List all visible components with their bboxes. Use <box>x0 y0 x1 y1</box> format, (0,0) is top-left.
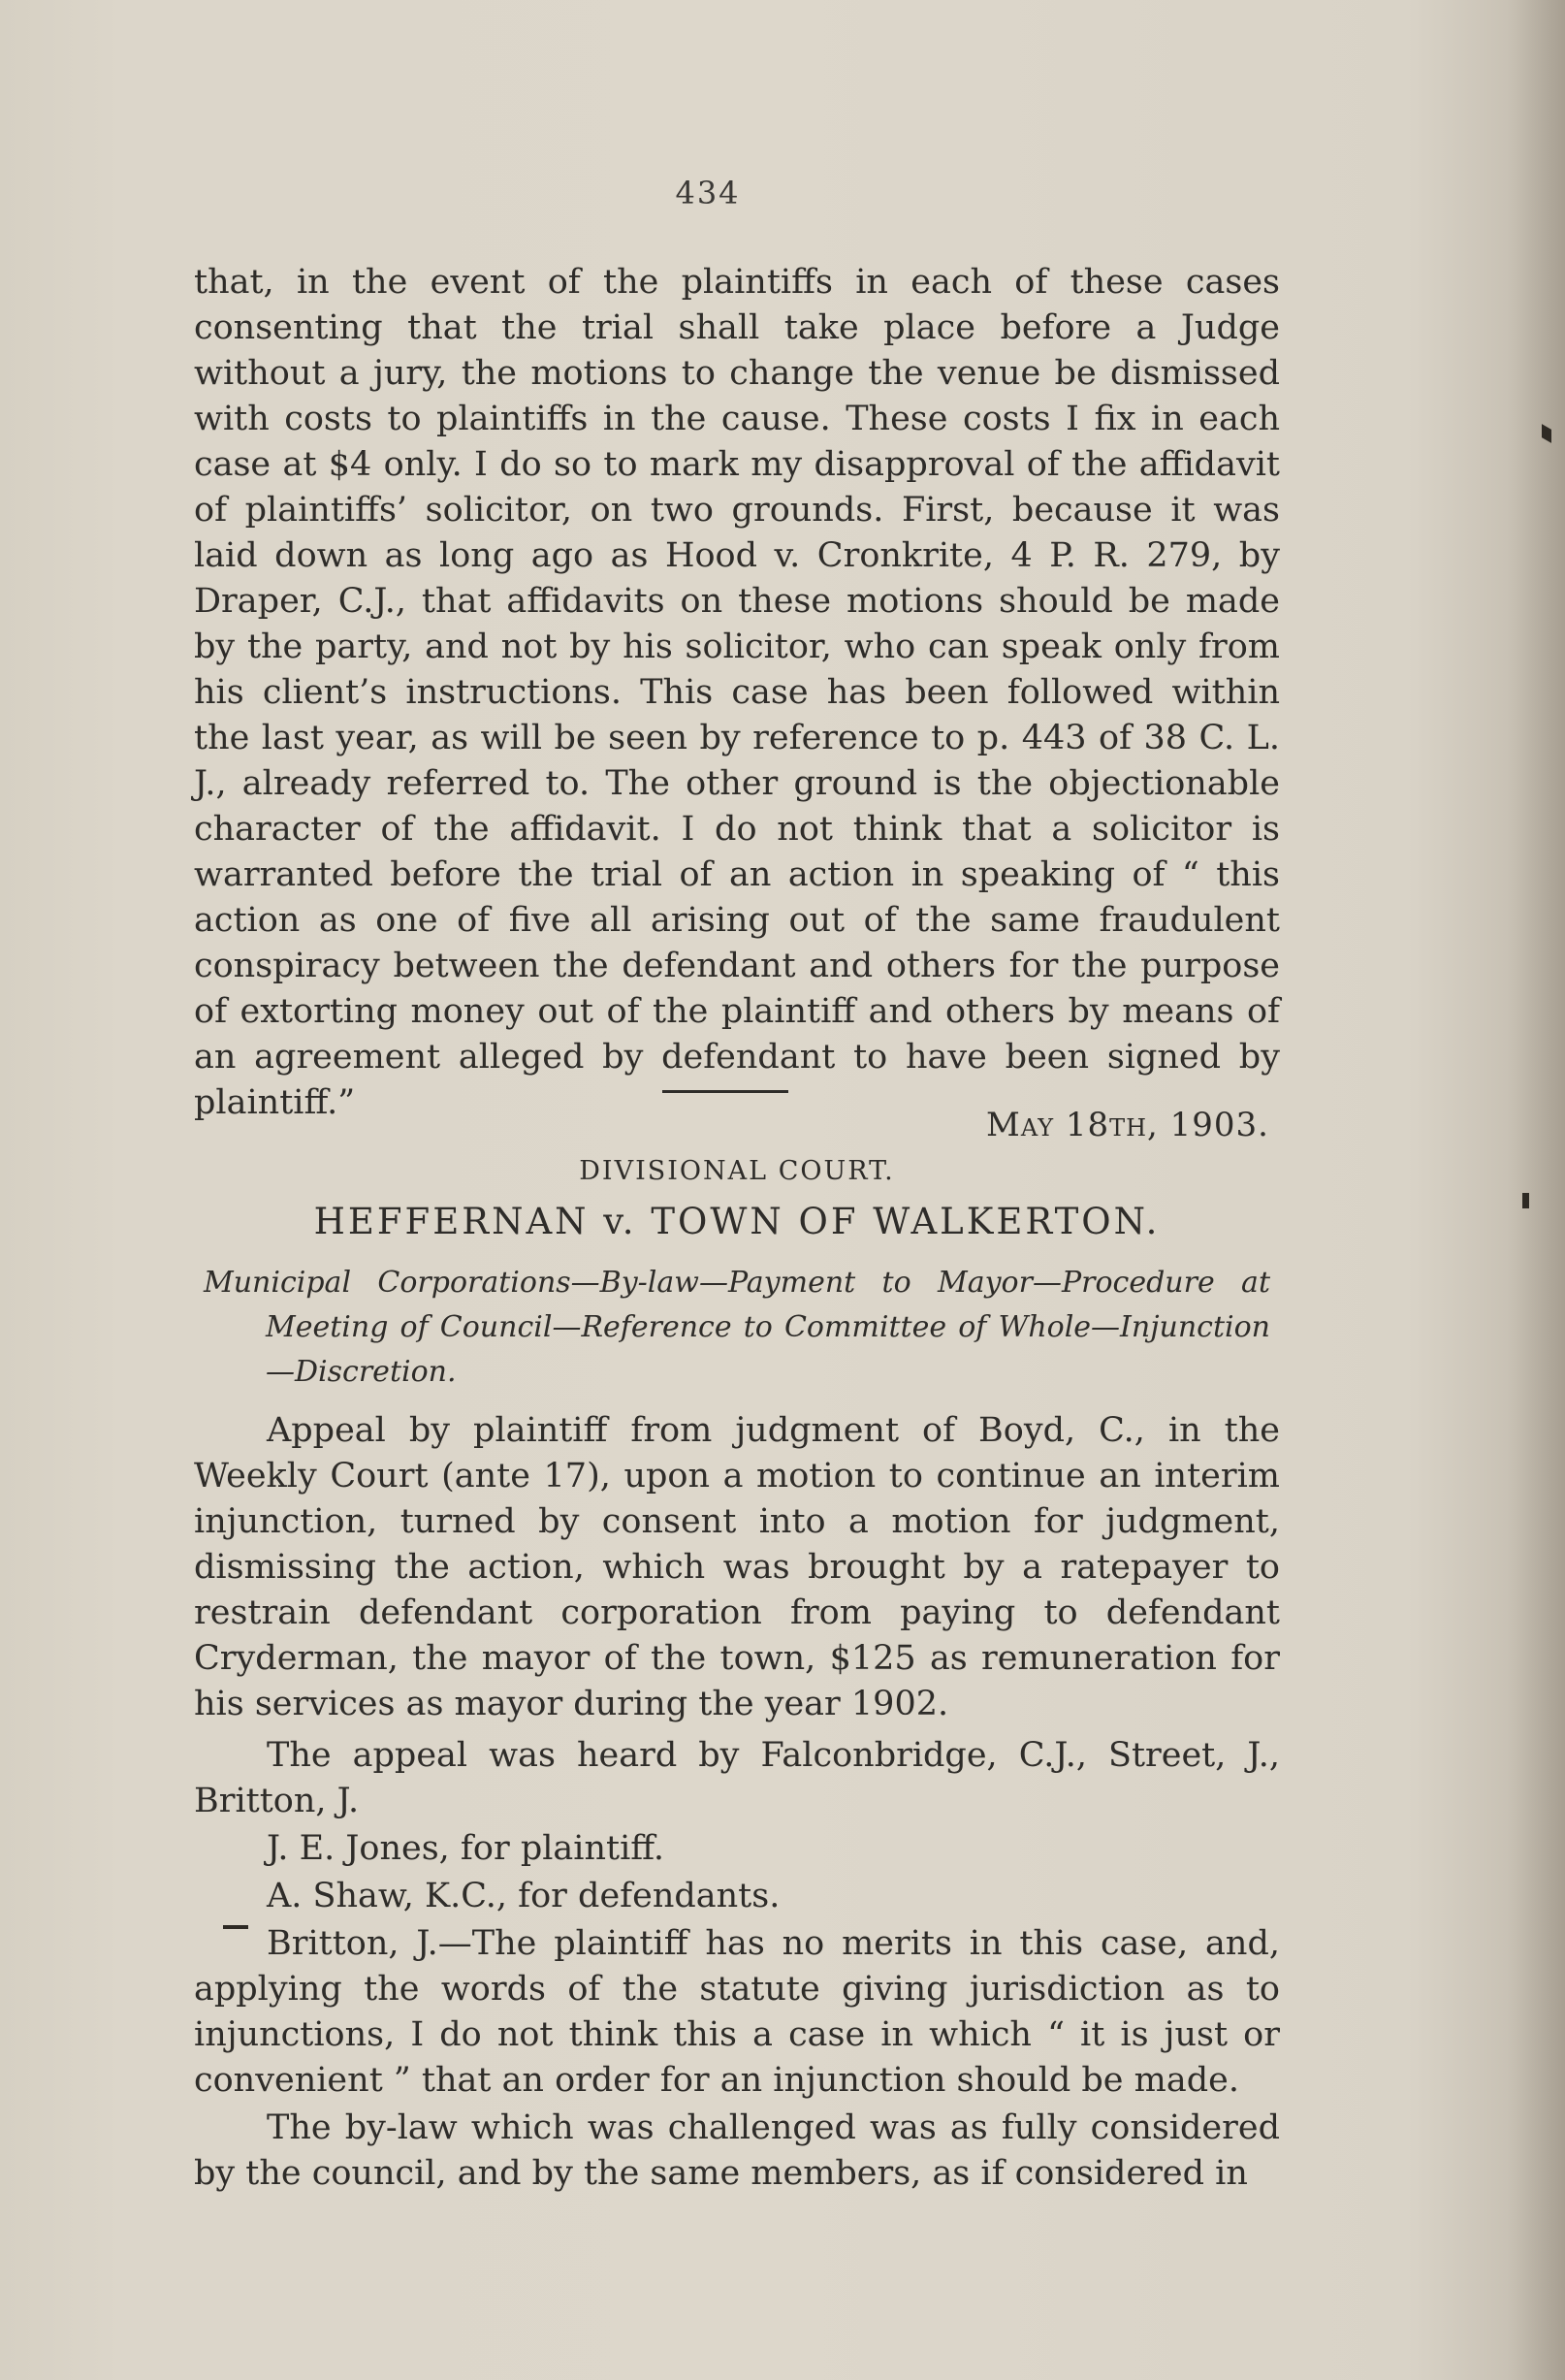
continued-judgment-text <box>194 260 1280 1126</box>
page-number: 434 <box>675 175 741 211</box>
page-edge-shadow <box>1507 0 1565 2380</box>
case-report-body <box>194 1408 1280 2199</box>
section-divider-rule <box>662 1090 788 1093</box>
appeal-paragraph: Appeal by plaintiff from judgment of Boyd, C., in the Weekly Court (ante 17), upon a motion to continue an interim injunction, turned by consent into a motion for judgment, dismissing the action, which was brought by a ratepayer to restrain defendant corporation from paying to defendant Cryderman, the mayor of the town, $125 as remuneration for his services as mayor during the year 1902. <box>194 1411 1280 1723</box>
headnote <box>204 1261 1270 1395</box>
heard-by-paragraph: The appeal was heard by Falconbridge, C.J., Street, J., Britton, J. <box>194 1736 1280 1820</box>
court-heading: DIVISIONAL COURT. <box>579 1156 895 1186</box>
counsel-plaintiff: J. E. Jones, for plaintiff. <box>267 1829 665 1868</box>
judgment-paragraph-2: The by-law which was challenged was as fully considered by the council, and by the same members, as if considered in <box>194 2108 1280 2193</box>
judgment-date: May 18th, 1903. <box>986 1106 1269 1144</box>
counsel-defendants: A. Shaw, K.C., for defendants. <box>267 1877 781 1915</box>
headnote-text: Municipal Corporations—By-law—Payment to Mayor—Procedure at Meeting of Council—Reference to Committee of Whole—Injunction —Discretion. <box>204 1266 1270 1389</box>
judgment-paragraph-1: Britton, J.—The plaintiff has no merits in this case, and, applying the words of the statute giving jurisdiction as to injunctions, I do not think this a case in which “ it is just or convenient ” that an order for an injunction should be made. <box>194 1924 1280 2100</box>
case-title: HEFFERNAN v. TOWN OF WALKERTON. <box>313 1201 1161 1242</box>
top-paragraph: that, in the event of the plaintiffs in each of these cases consenting that the trial shall take place before a Judge without a jury, the motions to change the venue be dismissed with costs to plaintiffs in the cause. These costs I fix in each case at $4 only. I do so to mark my disapproval of the affidavit of plaintiffs’ solicitor, on two grounds. First, because it was laid down as long ago as Hood v. Cronkrite, 4 P. R. 279, by Draper, C.J., that affidavits on these motions should be made by the party, and not by his solicitor, who can speak only from his client’s instructions. This case has been followed within the last year, as will be seen by reference to p. 443 of 38 C. L. J., already referred to. The other ground is the objectionable character of the affidavit. I do not think that a solicitor is warranted before the trial of an action in speaking of “ this action as one of five all arising out of the same fraudulent conspiracy between the defendant and others for the purpose of extorting money out of the plaintiff and others by means of an agreement alleged by defendant to have been signed by plaintiff.” <box>194 263 1280 1122</box>
margin-mark <box>1522 1193 1529 1208</box>
margin-mark <box>223 1925 248 1929</box>
